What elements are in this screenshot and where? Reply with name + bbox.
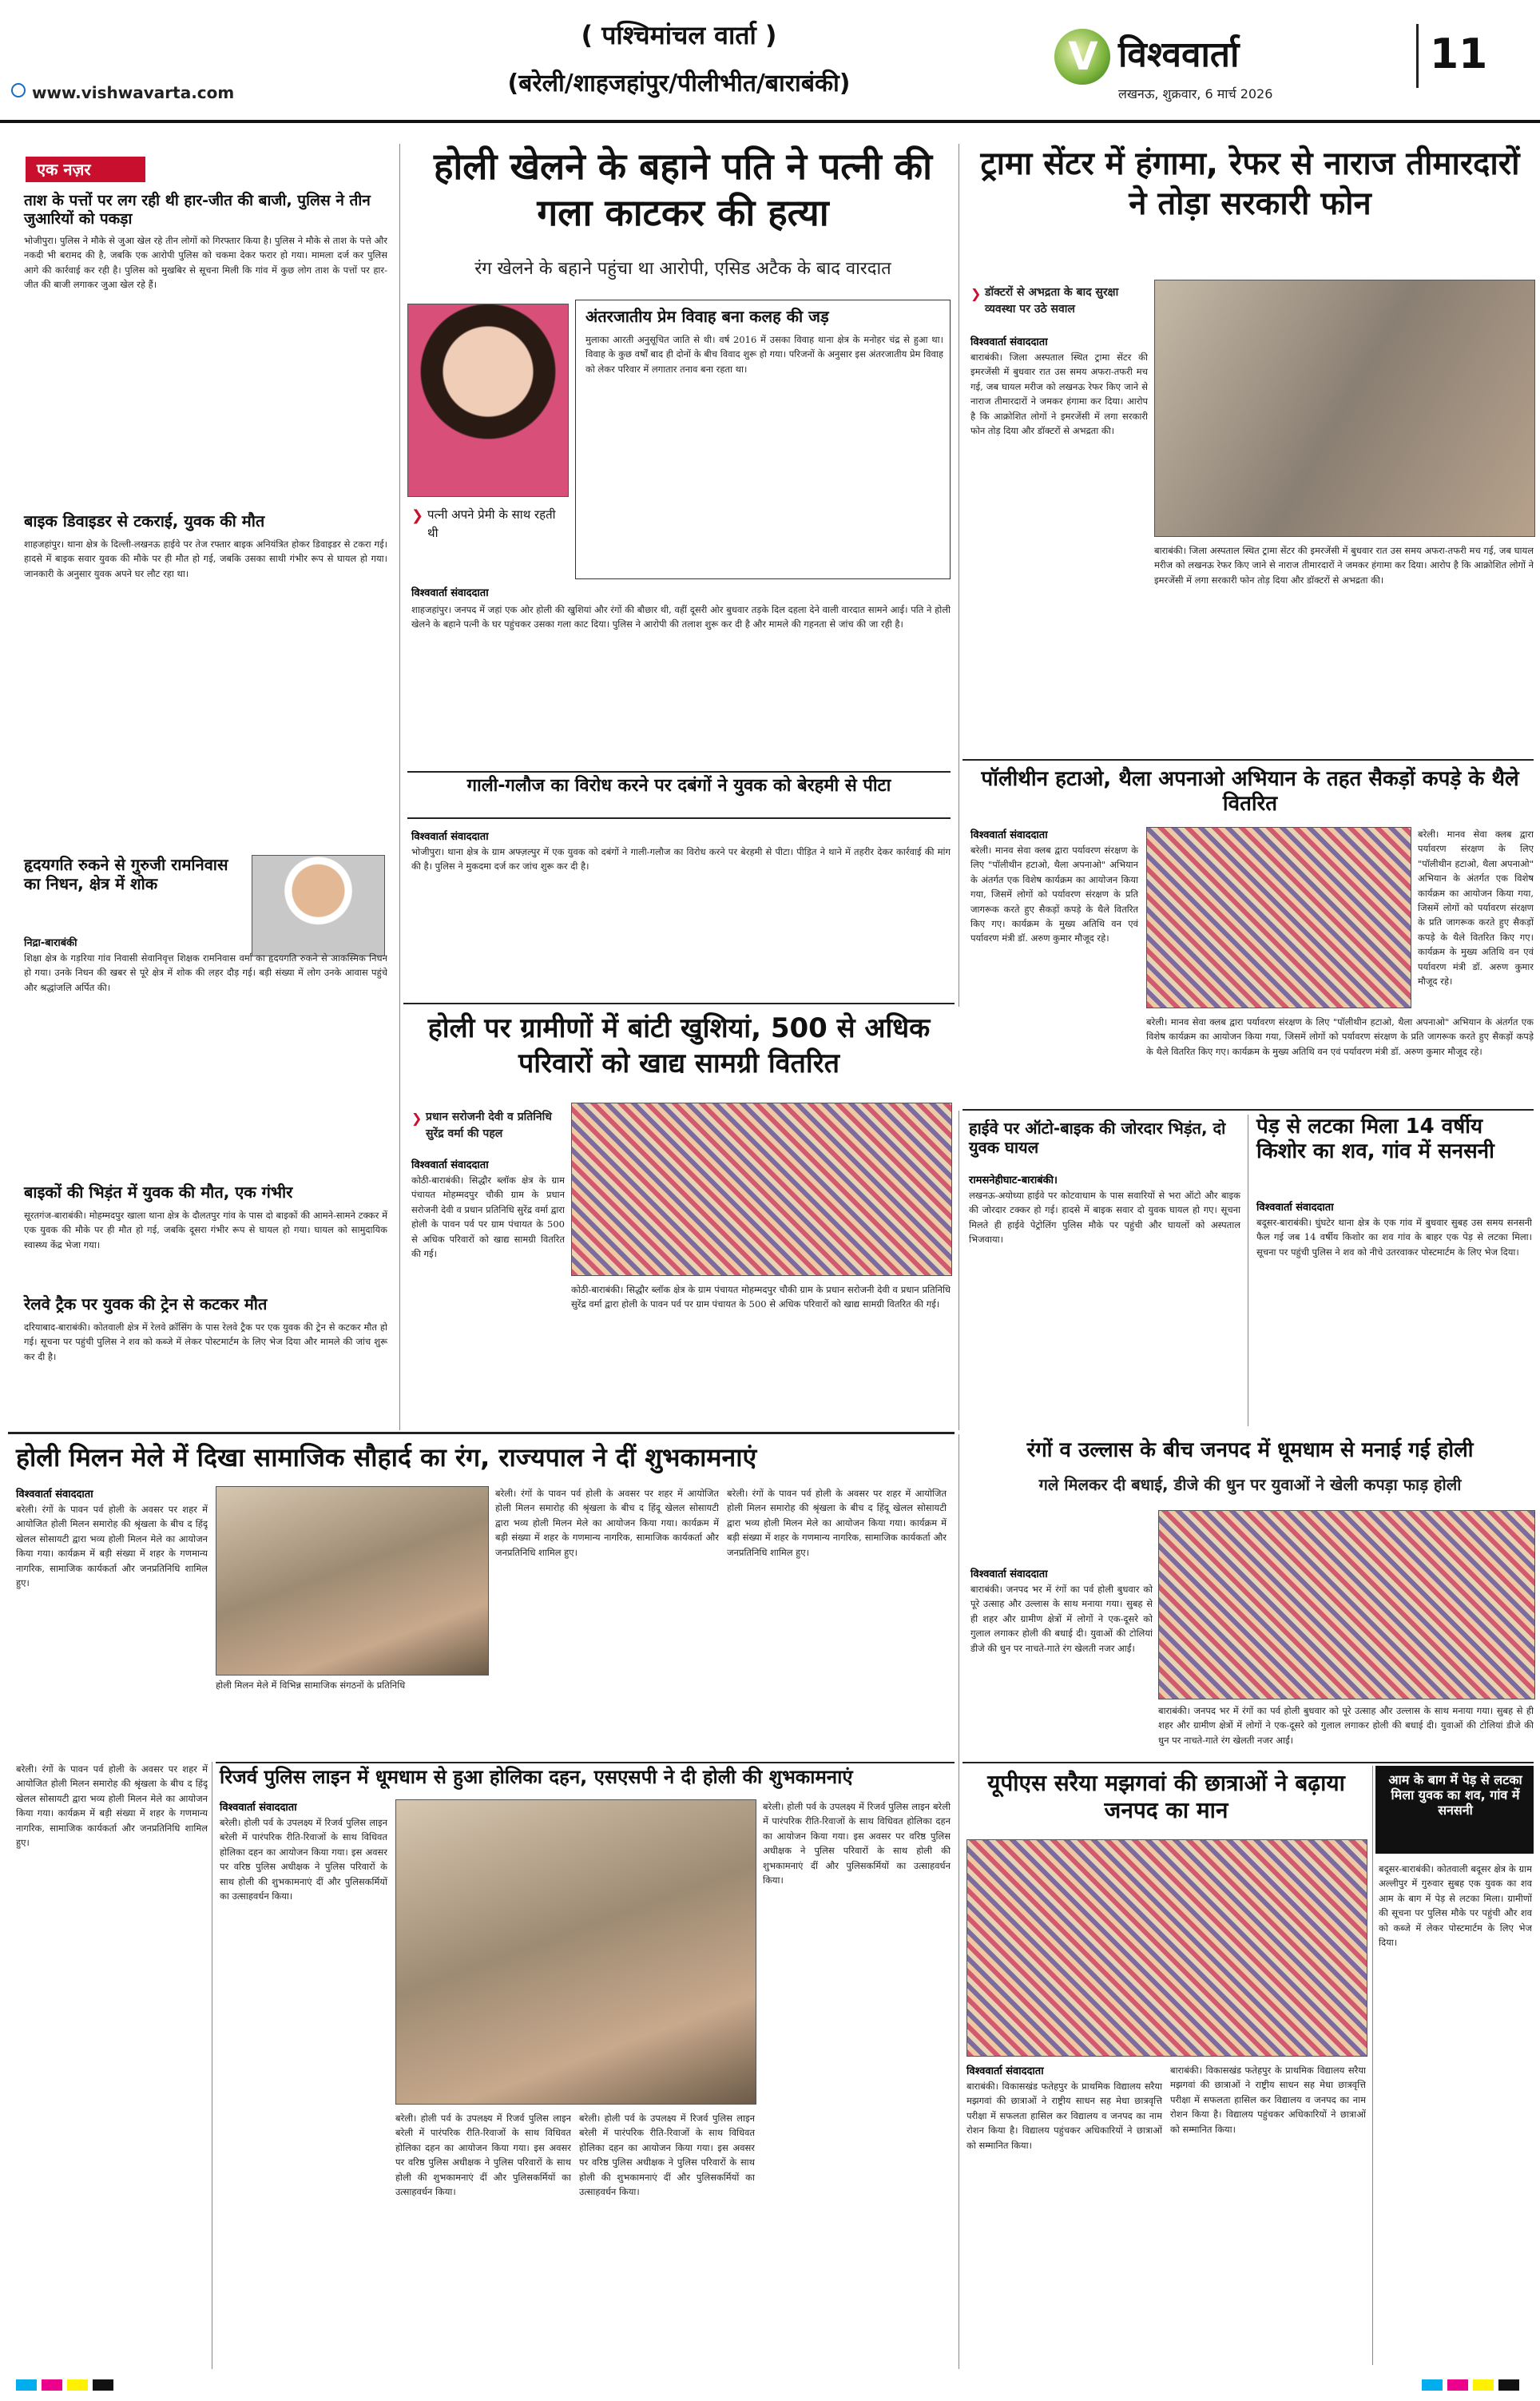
polythene-body: बरेली। मानव सेवा क्लब द्वारा पर्यावरण संरक्षण के लिए "पॉलीथीन हटाओ, थैला अपनाओ" अभियान के अंतर्गत एक विशेष कार्यक्रम का आयोजन किया गया, जिसमें लोगों को पर्यावरण संरक्षण के प्रति जागरूक करते हुए सैकड़ों कपड़े के थैले वितरित किए गए। कार्यक्रम के मुख्य अतिथि वन एवं पर्यावरण मंत्री डॉ. अरुण कुमार मौजूद रहे। [970,845,1138,944]
polythene-story [963,763,1538,1107]
obituary-photo [252,855,385,956]
rangon-byline: विश्ववार्ता संवाददाता [970,1568,1048,1580]
police-line-photo [395,1799,756,2105]
page-number: 11 [1430,30,1488,78]
ek-nazar-body-1: भोजीपुरा। पुलिस ने मौके से जुआ खेल रहे तीन लोगों को गिरफ्तार किया है। पुलिस ने मौके से ताश के पत्ते और नकदी भी बरामद की है, जबकि एक आरोपी पुलिस को चकमा देकर फरार हो गया। मामला दर्ज कर पुलिस आगे की कार्रवाई कर रही है। पुलिस को मुखबिर से सूचना मिली कि गांव में कुछ लोग ताश के पत्तों पर हार-जीत की बाजी लगाकर जुआ खेल रहे हैं। [24,235,387,291]
gramin-subhead: प्रधान सरोजनी देवी व प्रतिनिधि सुरेंद्र वर्मा की पहल [426,1111,552,1140]
rangon-headline: रंगों व उल्लास के बीच जनपद में धूमधाम से मनाई गई होली [1026,1438,1474,1462]
saraiya-photo [966,1839,1367,2057]
trauma-headline: ट्रामा सेंटर में हंगामा, रेफर से नाराज तीमारदारों ने तोड़ा सरकारी फोन [980,145,1520,222]
lead-inset-body: मुलाका आरती अनुसूचित जाति से थी। वर्ष 2016 में उसका विवाह थाना क्षेत्र के मनोहर चंद्र से हुआ था। विवाह के कुछ वर्षों बाद ही दोनों के बीच विवाद शुरू हो गया। परिजनों के अनुसार इस अंतरजातीय प्रेम विवाह को लेकर परिवार में लगातार तनाव बना रहता था। [585,334,943,375]
ek-nazar-body-3: शिक्षा क्षेत्र के गड़रिया गांव निवासी सेवानिवृत्त शिक्षक रामनिवास वर्मा का हृदयगति रुकने से आकस्मिक निधन हो गया। उनके निधन की खबर से पूरे क्षेत्र में शोक की लहर दौड़ गई। बड़ी संख्या में लोग उनके आवास पहुंचे और श्रद्धांजलि अर्पित की। [24,952,387,993]
holi-milan-body: बरेली। रंगों के पावन पर्व होली के अवसर पर शहर में आयोजित होली मिलन समारोह की श्रृंखला के बीच द हिंदू खेलल सोसायटी द्वारा भव्य होली मिलन मेले का आयोजन किया गया। कार्यक्रम में बड़ी संख्या में शहर के गणमान्य नागरिक, सामाजिक कार्यकर्ता और जनप्रतिनिधि शामिल हुए। [16,1504,208,1588]
gramin-body-continued: कोठी-बाराबंकी। सिद्धौर ब्लॉक क्षेत्र के ग्राम पंचायत मोहम्मदपुर चौकी ग्राम के प्रधान सरोजनी देवी व प्रधान प्रतिनिधि सुरेंद्र वर्मा द्वारा होली के पावन पर्व पर ग्राम पंचायत के 500 से अधिक परिवारों को खाद्य सामग्री वितरित की गई। [571,1284,951,1310]
aam-headline: आम के बाग में पेड़ से लटका मिला युवक का शव, गांव में सनसनी [1388,1772,1522,1819]
registration-mark-cyan [16,2379,37,2391]
highway-body: लखनऊ-अयोध्या हाईवे पर कोटवाधाम के पास सवारियों से भरा ऑटो और बाइक की जोरदार टक्कर हो गई। हादसे में बाइक सवार दो युवक घायल हो गए। सूचना मिलते ही हाईवे पेट्रोलिंग पुलिस मौके पर पहुंची और घायलों को अस्पताल भिजवाया। [969,1190,1240,1246]
ped-byline: विश्ववार्ता संवाददाता [1256,1202,1334,1214]
registration-mark-black-2 [1498,2379,1519,2391]
holi-milan-headline: होली मिलन मेले में दिखा सामाजिक सौहार्द का रंग, राज्यपाल ने दीं शुभकामनाएं [16,1442,757,1473]
holi-milan-byline: विश्ववार्ता संवाददाता [16,1489,93,1501]
trauma-byline: विश्ववार्ता संवाददाता [970,336,1048,348]
galiglauj-byline: विश्ववार्ता संवाददाता [411,831,489,843]
registration-mark-yellow [67,2379,88,2391]
holi-milan-body-2: बरेली। रंगों के पावन पर्व होली के अवसर पर शहर में आयोजित होली मिलन समारोह की श्रृंखला के बीच द हिंदू खेलल सोसायटी द्वारा भव्य होली मिलन मेले का आयोजन किया गया। कार्यक्रम में बड़ी संख्या में शहर के गणमान्य नागरिक, सामाजिक कार्यकर्ता और जनप्रतिनिधि शामिल हुए। [495,1488,719,1558]
trauma-story [963,144,1538,759]
masthead [0,0,1540,116]
ek-nazar-body-5: दरियाबाद-बाराबंकी। कोतवाली क्षेत्र में रेलवे क्रॉसिंग के पास रेलवे ट्रैक पर एक युवक की ट्रेन से कटकर मौत हो गई। सूचना पर पहुंची पुलिस ने शव को कब्जे में लेकर पोस्टमार्टम के लिए भेज दिया और मामले की जांच शुरू कर दी है। [24,1322,387,1362]
lead-headline: होली खेलने के बहाने पति ने पत्नी की गला काटकर की हत्या [433,145,933,234]
registration-mark-magenta-2 [1447,2379,1468,2391]
ek-nazar-caption-3: निद्रा-बाराबंकी [24,937,77,949]
saraiya-headline: यूपीएस सरैया मझगवां की छात्राओं ने बढ़ाया जनपद का मान [987,1770,1345,1823]
subhead-arrow-icon: ❯ [970,286,982,301]
gramin-story [403,1007,955,1426]
saraiya-story [963,1766,1370,2373]
police-rule [216,1762,955,1763]
edition-title: ( पश्चिमांचल वार्ता ) [581,20,777,50]
galiglauj-headline: गाली-गलौज का विरोध करने पर दबंगों ने युवक को बेरहमी से पीटा [466,776,891,796]
polythene-body-side: बरेली। मानव सेवा क्लब द्वारा पर्यावरण संरक्षण के लिए "पॉलीथीन हटाओ, थैला अपनाओ" अभियान के अंतर्गत एक विशेष कार्यक्रम का आयोजन किया गया, जिसमें लोगों को पर्यावरण संरक्षण के प्रति जागरूक करते हुए सैकड़ों कपड़े के थैले वितरित किए गए। कार्यक्रम के मुख्य अतिथि वन एवं पर्यावरण मंत्री डॉ. अरुण कुमार मौजूद रहे। [1418,829,1534,987]
gramin-body: कोठी-बाराबंकी। सिद्धौर ब्लॉक क्षेत्र के ग्राम पंचायत मोहम्मदपुर चौकी ग्राम के प्रधान सरोजनी देवी व प्रधान प्रतिनिधि सुरेंद्र वर्मा द्वारा होली के पावन पर्व पर ग्राम पंचायत के 500 से अधिक परिवारों को खाद्य सामग्री वितरित की गई। [411,1175,565,1259]
rangon-body-2: बाराबंकी। जनपद भर में रंगों का पर्व होली बुधवार को पूरे उत्साह और उल्लास के साथ मनाया गया। सुबह से ही शहर और ग्रामीण क्षेत्रों में लोगों ने एक-दूसरे को गुलाल लगाकर होली की बधाई दी। युवाओं की टोलियां डीजे की धुन पर नाचते-गाते रंग खेलती नजर आईं। [1158,1705,1534,1746]
rangon-story [963,1438,1538,1758]
aam-body: बदूसर-बाराबंकी। कोतवाली बदूसर क्षेत्र के ग्राम अल्लीपुर में गुरुवार सुबह एक युवक का शव आम के बाग में पेड़ से लटका मिला। ग्रामीणों की सूचना पर पुलिस मौके पर पहुंची और शव को कब्जे में लेकर पोस्टमार्टम के लिए भेज दिया। [1379,1863,1532,1948]
page-number-divider [1416,24,1419,88]
ped-body: बदूसर-बाराबंकी। घुंघटेर थाना क्षेत्र के एक गांव में बुधवार सुबह उस समय सनसनी फैल गई जब 14 वर्षीय किशोर का शव गांव के बाहर एक पेड़ से लटका मिला। सूचना पर पहुंची पुलिस ने शव को नीचे उतरवाकर पोस्टमार्टम के लिए भेज दिया। [1256,1217,1532,1258]
caption-arrow-icon: ❯ [411,507,424,524]
ek-nazar-label: एक नज़र [26,157,145,182]
column-divider-aam [1372,1766,1373,2365]
ek-nazar-body-2: शाहजहांपुर। थाना क्षेत्र के दिल्ली-लखनऊ हाईवे पर तेज रफ्तार बाइक अनियंत्रित होकर डिवाइडर से टकरा गई। हादसे में बाइक सवार युवक की मौके पर ही मौत हो गई, जबकि उसका साथी गंभीर रूप से घायल हो गया। जानकारी के अनुसार युवक अपने घर लौट रहा था। [24,539,387,579]
holi-milan-caption: होली मिलन मेले में विभिन्न सामाजिक संगठनों के प्रतिनिधि [216,1680,406,1691]
ek-nazar-headline-4: बाइकों की भिड़ंत में युवक की मौत, एक गंभीर [24,1183,293,1202]
highway-rule [963,1109,1534,1111]
lead-photo-caption: पत्नी अपने प्रेमी के साथ रहती थी [427,507,556,540]
saraiya-byline: विश्ववार्ता संवाददाता [966,2065,1044,2077]
gramin-photo [571,1103,952,1276]
lead-photo [407,304,569,497]
police-line-body: बरेली। होली पर्व के उपलक्ष्य में रिजर्व पुलिस लाइन बरेली में पारंपरिक रीति-रिवाजों के साथ विधिवत होलिका दहन का आयोजन किया गया। इस अवसर पर वरिष्ठ पुलिस अधीक्षक ने पुलिस परिवारों के साथ होली की शुभकामनाएं दीं और पुलिसकर्मियों का उत्साहवर्धन किया। [220,1817,387,1902]
polythene-headline: पॉलीथीन हटाओ, थैला अपनाओ अभियान के तहत सैकड़ों कपड़े के थैले वितरित [981,767,1519,817]
holi-milan-body-overflow: बरेली। रंगों के पावन पर्व होली के अवसर पर शहर में आयोजित होली मिलन समारोह की श्रृंखला के बीच द हिंदू खेलल सोसायटी द्वारा भव्य होली मिलन मेले का आयोजन किया गया। कार्यक्रम में बड़ी संख्या में शहर के गणमान्य नागरिक, सामाजिक कार्यकर्ता और जनप्रतिनिधि शामिल हुए। [16,1763,208,1848]
ped-story [1250,1115,1538,1426]
gramin-byline: विश्ववार्ता संवाददाता [411,1159,489,1171]
trauma-body-continued: बाराबंकी। जिला अस्पताल स्थित ट्रामा सेंटर की इमरजेंसी में बुधवार रात उस समय अफरा-तफरी मच गई, जब घायल मरीज को लखनऊ रेफर किए जाने से नाराज तीमारदारों ने जमकर हंगामा कर दिया। आरोप है कि आक्रोशित लोगों ने इमरजेंसी में लगा सरकारी फोन तोड़ दिया और डॉक्टरों से अभद्रता की। [1154,545,1534,586]
trauma-body: बाराबंकी। जिला अस्पताल स्थित ट्रामा सेंटर की इमरजेंसी में बुधवार रात उस समय अफरा-तफरी मच गई, जब घायल मरीज को लखनऊ रेफर किए जाने से नाराज तीमारदारों ने जमकर हंगामा कर दिया। आरोप है कि आक्रोशित लोगों ने इमरजेंसी में लगा सरकारी फोन तोड़ दिया और डॉक्टरों से अभद्रता की। [970,352,1148,436]
police-line-body-3: बरेली। होली पर्व के उपलक्ष्य में रिजर्व पुलिस लाइन बरेली में पारंपरिक रीति-रिवाजों के साथ विधिवत होलिका दहन का आयोजन किया गया। इस अवसर पर वरिष्ठ पुलिस अधीक्षक ने पुलिस परिवारों के साथ होली की शुभकामनाएं दीं और पुलिसकर्मियों का उत्साहवर्धन किया। [579,2113,755,2197]
saraiya-rule [963,1762,1534,1763]
brand-name: विश्ववार्ता [1118,34,1240,75]
holi-milan-body-3: बरेली। रंगों के पावन पर्व होली के अवसर पर शहर में आयोजित होली मिलन समारोह की श्रृंखला के बीच द हिंदू खेलल सोसायटी द्वारा भव्य होली मिलन मेले का आयोजन किया गया। कार्यक्रम में बड़ी संख्या में शहर के गणमान्य नागरिक, सामाजिक कार्यकर्ता और जनप्रतिनिधि शामिल हुए। [727,1488,947,1558]
highway-story [963,1115,1246,1426]
gramin-arrow-icon: ❯ [411,1111,423,1126]
police-line-byline: विश्ववार्ता संवाददाता [220,1802,297,1814]
aam-story [1375,1766,1535,2373]
rangon-body: बाराबंकी। जनपद भर में रंगों का पर्व होली बुधवार को पूरे उत्साह और उल्लास के साथ मनाया गया। सुबह से ही शहर और ग्रामीण क्षेत्रों में लोगों ने एक-दूसरे को गुलाल लगाकर होली की बधाई दी। युवाओं की टोलियां डीजे की धुन पर नाचते-गाते रंग खेलती नजर आईं। [970,1584,1153,1654]
rangon-subhead: गले मिलकर दी बधाई, डीजे की धुन पर युवाओं ने खेली कपड़ा फाड़ होली [1038,1475,1462,1494]
registration-mark-cyan-2 [1422,2379,1443,2391]
ek-nazar-headline-3: हृदयगति रुकने से गुरुजी रामनिवास का निधन, क्षेत्र में शोक [24,855,228,893]
polythene-byline: विश्ववार्ता संवाददाता [970,829,1048,841]
polythene-rule [963,759,1534,761]
highway-byline: रामसनेहीघाट-बाराबंकी। [969,1175,1058,1187]
ped-headline: पेड़ से लटका मिला 14 वर्षीय किशोर का शव, गांव में सनसनी [1256,1115,1494,1164]
ek-nazar-headline-2: बाइक डिवाइडर से टकराई, युवक की मौत [24,511,265,531]
holi-milan-photo [216,1486,489,1676]
website-link[interactable]: www.vishwavarta.com [32,83,235,102]
police-line-body-2: बरेली। होली पर्व के उपलक्ष्य में रिजर्व पुलिस लाइन बरेली में पारंपरिक रीति-रिवाजों के साथ विधिवत होलिका दहन का आयोजन किया गया। इस अवसर पर वरिष्ठ पुलिस अधीक्षक ने पुलिस परिवारों के साथ होली की शुभकामनाएं दीं और पुलिसकर्मियों का उत्साहवर्धन किया। [395,2113,571,2197]
polythene-body-continued: बरेली। मानव सेवा क्लब द्वारा पर्यावरण संरक्षण के लिए "पॉलीथीन हटाओ, थैला अपनाओ" अभियान के अंतर्गत एक विशेष कार्यक्रम का आयोजन किया गया, जिसमें लोगों को पर्यावरण संरक्षण के प्रति जागरूक करते हुए सैकड़ों कपड़े के थैले वितरित किए गए। कार्यक्रम के मुख्य अतिथि वन एवं पर्यावरण मंत्री डॉ. अरुण कुमार मौजूद रहे। [1146,1016,1534,1057]
ek-nazar-headline-1: ताश के पत्तों पर लग रही थी हार-जीत की बाजी, पुलिस ने तीन जुआरियों को पकड़ा [24,192,371,228]
ek-nazar-headline-5: रेलवे ट्रैक पर युवक की ट्रेन से कटकर मौत [24,1294,268,1314]
registration-mark-black [93,2379,113,2391]
column-divider-left [399,144,400,1430]
registration-mark-magenta [42,2379,62,2391]
masthead-rule [0,120,1540,123]
brand-logo-v: V [1068,34,1098,79]
holi-milan-rule [8,1432,955,1434]
lead-byline: विश्ववार्ता संवाददाता [411,587,489,599]
gramin-headline: होली पर ग्रामीणों में बांटी खुशियां, 500 से अधिक परिवारों को खाद्य सामग्री वितरित [427,1012,931,1080]
ek-nazar-column [8,152,395,1438]
trauma-subhead: डॉक्टरों से अभद्रता के बाद सुरक्षा व्यवस्था पर उठे सवाल [985,286,1119,316]
district-list: (बरेली/शाहजहांपुर/पीलीभीत/बाराबंकी) [507,70,851,97]
lead-inset-title: अंतरजातीय प्रेम विवाह बना कलह की जड़ [585,307,829,326]
globe-icon [11,83,26,97]
police-line-headline: रिजर्व पुलिस लाइन में धूमधाम से हुआ होलिका दहन, एसएसपी ने दी होली की शुभकामनाएं [220,1766,853,1788]
galiglauj-story [403,771,955,999]
ek-nazar-body-4: सूरतगंज-बाराबंकी। मोहम्मदपुर खाला थाना क्षेत्र के दौलतपुर गांव के पास दो बाइकों की आमने-सामने टक्कर में एक युवक की मौके पर ही मौत हो गई, जबकि दूसरा गंभीर रूप से घायल हो गया। घायल को सामुदायिक स्वास्थ्य केंद्र भेजा गया। [24,1210,387,1250]
galiglauj-body: भोजीपुरा। थाना क्षेत्र के ग्राम अफ्ज़ल्पुर में एक युवक को दबंगों ने गाली-गलौज का विरोध करने पर बेरहमी से पीटा। पीड़ित ने थाने में तहरीर देकर कार्रवाई की मांग की है। पुलिस ने मुकदमा दर्ज कर जांच शुरू कर दी है। [411,846,951,873]
lead-story [403,144,955,767]
dateline: लखनऊ, शुक्रवार, 6 मार्च 2026 [1118,86,1273,101]
holi-milan-story [8,1438,955,1758]
trauma-photo [1154,280,1535,537]
polythene-photo [1146,827,1411,1008]
rangon-photo [1158,1510,1535,1699]
saraiya-body: बाराबंकी। विकासखंड फतेहपुर के प्राथमिक विद्यालय सरैया मझगवां की छात्राओं ने राष्ट्रीय साधन सह मेधा छात्रवृत्ति परीक्षा में सफलता हासिल कर विद्यालय व जनपद का नाम रोशन किया है। विद्यालय पहुंचकर अधिकारियों ने छात्राओं को सम्मानित किया। [966,2081,1162,2151]
police-line-story [216,1766,955,2373]
lead-subhead: रंग खेलने के बहाने पहुंचा था आरोपी, एसिड अटैक के बाद वारदात [474,259,891,279]
lead-body: शाहजहांपुर। जनपद में जहां एक ओर होली की खुशियां और रंगों की बौछार थी, वहीं दूसरी ओर बुधवार तड़के दिल दहला देने वाली वारदात सामने आई। पति ने होली खेलने के बहाने पत्नी के घर पहुंचकर उसका गला काट दिया। पुलिस ने आरोपी की तलाश शुरू कर दी है और मामले की गहनता से जांच की जा रही है। [411,604,951,630]
highway-headline: हाईवे पर ऑटो-बाइक की जोरदार भिड़ंत, दो युवक घायल [969,1119,1226,1157]
police-line-body-4: बरेली। होली पर्व के उपलक्ष्य में रिजर्व पुलिस लाइन बरेली में पारंपरिक रीति-रिवाजों के साथ विधिवत होलिका दहन का आयोजन किया गया। इस अवसर पर वरिष्ठ पुलिस अधीक्षक ने पुलिस परिवारों के साथ होली की शुभकामनाएं दीं और पुलिसकर्मियों का उत्साहवर्धन किया। [763,1801,951,1886]
gramin-rule [403,1003,955,1004]
saraiya-body-2: बाराबंकी। विकासखंड फतेहपुर के प्राथमिक विद्यालय सरैया मझगवां की छात्राओं ने राष्ट्रीय साधन सह मेधा छात्रवृत्ति परीक्षा में सफलता हासिल कर विद्यालय व जनपद का नाम रोशन किया है। विद्यालय पहुंचकर अधिकारियों ने छात्राओं को सम्मानित किया। [1170,2065,1366,2135]
registration-mark-yellow-2 [1473,2379,1494,2391]
